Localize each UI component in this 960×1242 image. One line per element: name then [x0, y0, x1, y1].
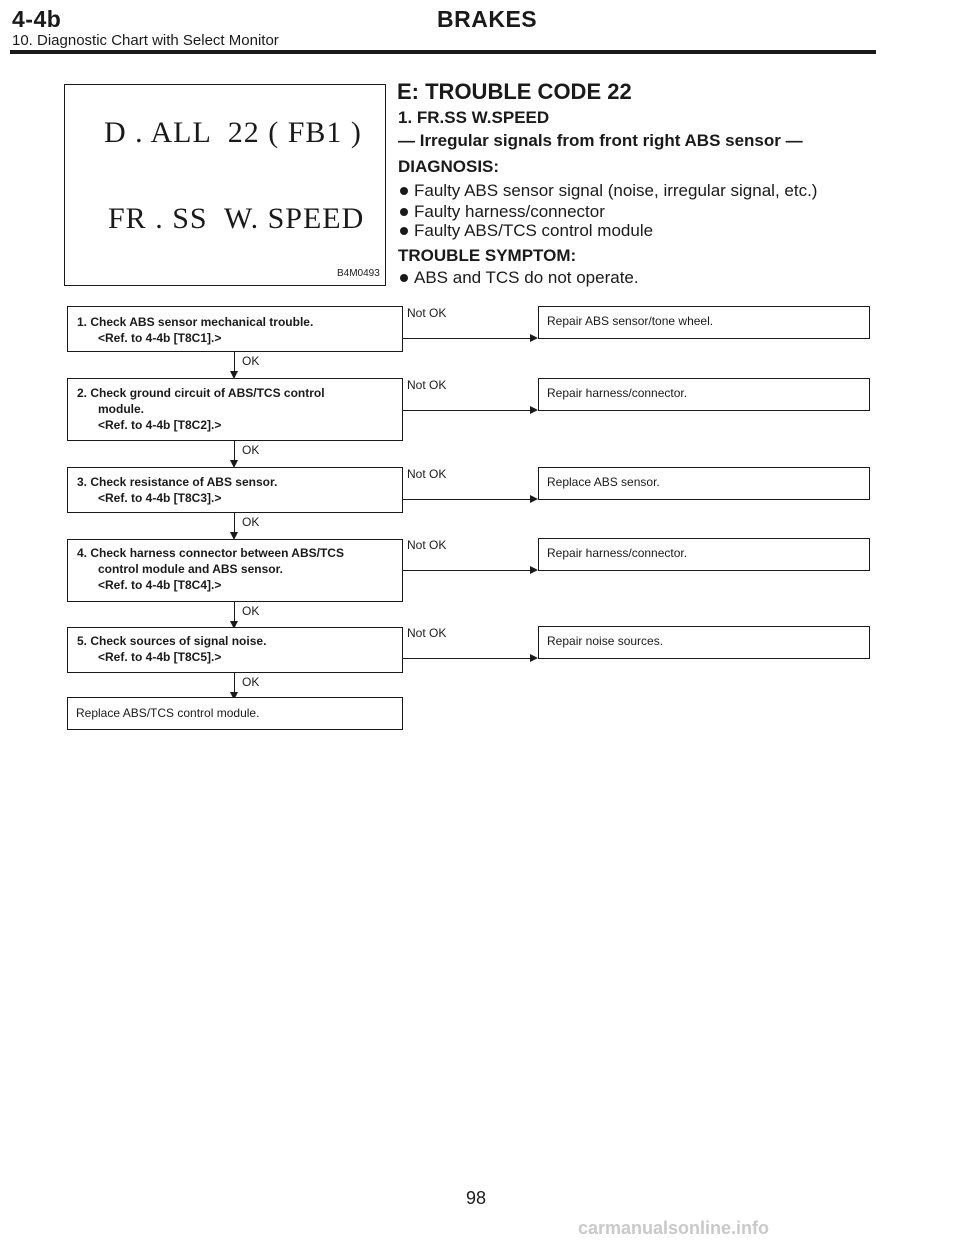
chapter-title: BRAKES	[437, 6, 538, 32]
arrow-right-icon	[530, 495, 538, 503]
ok-connector	[234, 441, 235, 461]
not-ok-connector	[403, 338, 530, 339]
ok-label: OK	[242, 604, 260, 618]
trouble-code-title: E: TROUBLE CODE 22	[397, 79, 632, 104]
ok-connector	[234, 513, 235, 533]
not-ok-connector	[403, 658, 530, 659]
arrow-right-icon	[530, 566, 538, 574]
not-ok-label: Not OK	[407, 378, 447, 392]
ok-label: OK	[242, 443, 260, 457]
diagnosis-item: Faulty ABS sensor signal (noise, irregular signal, etc.)	[398, 181, 817, 201]
ok-connector	[234, 673, 235, 693]
flow-result-4: Repair harness/connector.	[538, 538, 870, 571]
ok-label: OK	[242, 515, 260, 529]
arrow-right-icon	[530, 654, 538, 662]
symptom-item: ABS and TCS do not operate.	[398, 268, 639, 288]
flow-result-5: Repair noise sources.	[538, 626, 870, 659]
figure-display-line-1: D . ALL 22 ( FB1 )	[104, 116, 362, 149]
diagnosis-item: Faulty harness/connector	[398, 202, 605, 222]
figure-id: B4M0493	[337, 268, 380, 279]
not-ok-connector	[403, 499, 530, 500]
ok-label: OK	[242, 675, 260, 689]
bullet-icon	[400, 187, 408, 195]
item-description: — Irregular signals from front right ABS sensor —	[398, 131, 803, 150]
not-ok-connector	[403, 410, 530, 411]
not-ok-label: Not OK	[407, 467, 447, 481]
ok-connector	[234, 352, 235, 372]
flow-step-5: 5. Check sources of signal noise. <Ref. to 4-4b [T8C5].>	[67, 627, 403, 673]
ok-connector	[234, 602, 235, 622]
diagnosis-heading: DIAGNOSIS:	[398, 157, 500, 176]
section-code: 4-4b	[12, 6, 62, 32]
page-number: 98	[466, 1188, 487, 1208]
diagnosis-item: Faulty ABS/TCS control module	[398, 221, 653, 241]
watermark: carmanualsonline.info	[578, 1218, 770, 1238]
flow-result-1: Repair ABS sensor/tone wheel.	[538, 306, 870, 339]
not-ok-label: Not OK	[407, 306, 447, 320]
figure-display-line-2: FR . SS W. SPEED	[108, 202, 365, 235]
arrow-right-icon	[530, 406, 538, 414]
bullet-icon	[400, 227, 408, 235]
bullet-icon	[400, 274, 408, 282]
flow-step-2: 2. Check ground circuit of ABS/TCS control module. <Ref. to 4-4b [T8C2].>	[67, 378, 403, 441]
not-ok-connector	[403, 570, 530, 571]
symptom-heading: TROUBLE SYMPTOM:	[398, 246, 577, 265]
flow-step-4: 4. Check harness connector between ABS/TCS control module and ABS sensor. <Ref. to 4-4b [T8C4].>	[67, 539, 403, 602]
flow-result-2: Repair harness/connector.	[538, 378, 870, 411]
arrow-right-icon	[530, 334, 538, 342]
item-heading: 1. FR.SS W.SPEED	[398, 108, 550, 127]
flow-result-3: Replace ABS sensor.	[538, 467, 870, 500]
header-divider	[10, 50, 876, 54]
flow-final-action: Replace ABS/TCS control module.	[67, 697, 403, 730]
not-ok-label: Not OK	[407, 626, 447, 640]
flow-step-3: 3. Check resistance of ABS sensor. <Ref. to 4-4b [T8C3].>	[67, 467, 403, 513]
flow-step-1: 1. Check ABS sensor mechanical trouble. <Ref. to 4-4b [T8C1].>	[67, 306, 403, 352]
bullet-icon	[400, 208, 408, 216]
section-subtitle: 10. Diagnostic Chart with Select Monitor	[12, 32, 279, 49]
ok-label: OK	[242, 354, 260, 368]
not-ok-label: Not OK	[407, 538, 447, 552]
monitor-display-figure	[64, 84, 386, 286]
